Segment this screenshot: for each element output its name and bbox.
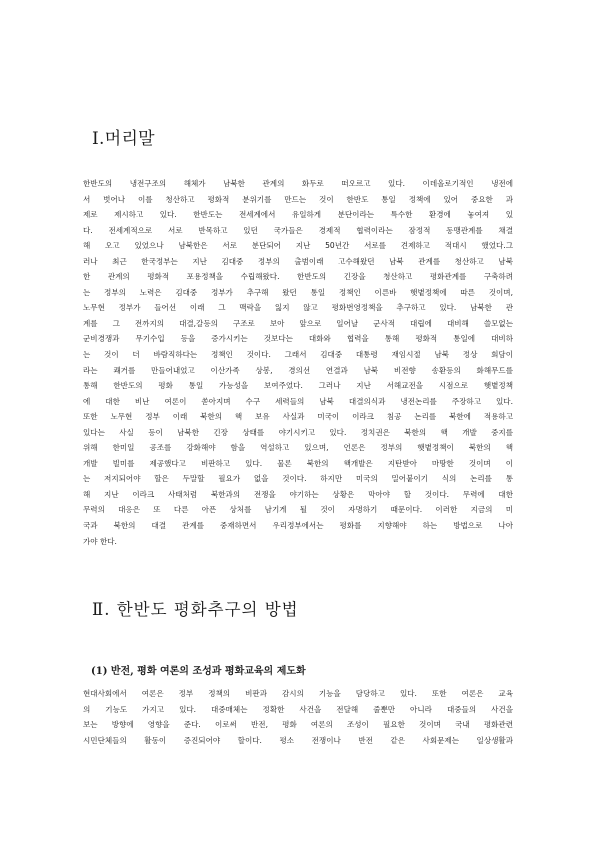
text-line: 다. 전세계적으로 서로 반목하고 있던 국가들은 경제적 협력이라는 잠정적 동맹관계를 채결 (83, 225, 513, 235)
text-line: 개발 빌미를 제공했다고 비판하고 있다. 물론 북한의 핵개발은 지탄받아 마땅한 것이며 이 (83, 458, 513, 468)
text-line: 해 지난 이라크 사태처럼 북한과의 전쟁을 야기하는 상황은 막아야 할 것이다. 무력에 대한 (83, 489, 513, 499)
section-heading-methods: Ⅱ. 한반도 평화추구의 방법 (92, 600, 299, 619)
text-line: 위해 한미일 공조를 강화해야 함을 역설하고 있으며, 언론은 정부의 햇볕정책이 북한의 핵 (83, 443, 513, 453)
text-line: 러나 최근 한국정부는 지난 김대중 정부의 출범이래 고수해왔던 남북 관계를 청산하고 남북 (83, 256, 513, 266)
text-line: 는 것이 더 바람직하다는 정책인 것이다. 그래서 김대중 대통령 재임시절 남북 정상 회담이 (83, 350, 513, 360)
text-line: 의 기능도 가지고 있다. 대중매체는 정확한 사건을 전달해 줄뿐만 아니라 대중들의 사건을 (83, 704, 513, 714)
text-line: 군비경쟁과 무기수입 등을 증가시키는 것보다는 대화와 협력을 통해 평화적 통일에 대비하 (83, 334, 513, 344)
subsection-heading-1: (1) 반전, 평화 여론의 조성과 평화교육의 제도화 (91, 666, 306, 677)
text-line: 는 정부의 노력은 김대중 정부가 추구해 왔던 통일 정책인 이른바 햇볕정책에 따른 것이며, (83, 287, 513, 297)
intro-paragraph (83, 176, 513, 549)
text-line: 시민단체들의 활동이 증진되어야 할이다. 평소 전쟁이나 반전 같은 사회문제는 일상생활과 (83, 735, 513, 745)
text-line: 제로 제시하고 있다. 한반도는 전세계에서 유일하게 분단이라는 특수한 환경에 놓여져 있 (83, 210, 513, 220)
text-line: 무력의 대응은 또 다른 아픈 상처를 남기게 될 것이 자명하기 때문이다. 이러한 지금의 미 (83, 505, 513, 515)
text-line: 통해 한반도의 평화 통일 가능성을 보여주었다. 그러나 지난 서해교전을 시점으로 햇볕정책 (83, 381, 513, 391)
text-line: 라는 쾌거를 만들어내었고 이산가족 상봉, 경의선 연결과 남북 비전향 송환등의 화해무드를 (83, 365, 513, 375)
text-line: 국과 북한의 대결 관계를 중재하면서 우리정부에서는 평화를 지향해야 하는 방법으로 나아 (83, 521, 513, 531)
methods-paragraph (83, 686, 513, 748)
text-line: 해 오고 있었으나 남북한은 서로 분단되어 지난 50년간 서로를 견제하고 적대시 했었다.그 (83, 241, 513, 251)
text-line: 또한 노무현 정부 이래 북한의 핵 보유 사실과 미국이 이라크 침공 논리를 북한에 적용하고 (83, 412, 513, 422)
text-line: 현대사회에서 여론은 정부 정책의 비판과 감시의 기능을 담당하고 있다. 또한 여론은 교육 (83, 689, 513, 698)
text-line: 노무현 정부가 들어선 이래 그 맥락을 잃지 않고 평화번영정책을 추구하고 있다. 남북한 관 (83, 303, 513, 313)
text-line: 는 저지되어야 할은 두말할 필요가 없을 것이다. 하지만 미국의 밀어붙이기 식의 논리를 통 (83, 474, 513, 484)
section-heading-intro: Ⅰ.머리말 (92, 129, 155, 149)
text-line: 있다는 사실 등이 남북한 긴장 상태를 야기시키고 있다. 정치권은 북한의 핵 개발 중지를 (83, 427, 513, 437)
text-line: 에 대한 비난 여론이 쏟아지며 수구 세력들의 남북 대결의식과 냉전논리를 주장하고 있다. (83, 396, 513, 406)
text-line: 계를 그 전까지의 대결,갈등의 구조로 보아 앞으로 일어날 군사적 대립에 대비해 쓸모없는 (83, 318, 513, 328)
text-line: 가야 한다. (83, 536, 117, 546)
text-line: 서 벗어나 이를 청산하고 평화적 분위기를 만드는 것이 한반도 통일 정책에 있어 중요한 과 (83, 194, 513, 204)
text-line: 한반도의 냉전구조의 해체가 남북한 관계의 화두로 떠오르고 있다. 이데올로기적인 냉전에 (83, 179, 513, 188)
text-line: 보는 방향에 영향을 준다. 이로써 반전, 평화 여론의 조성이 필요한 것이며 국내 평화관련 (83, 720, 513, 730)
text-line: 한 관계의 평화적 포용정책을 수립해왔다. 한반도의 긴장을 청산하고 평화관계를 구축하려 (83, 272, 513, 282)
